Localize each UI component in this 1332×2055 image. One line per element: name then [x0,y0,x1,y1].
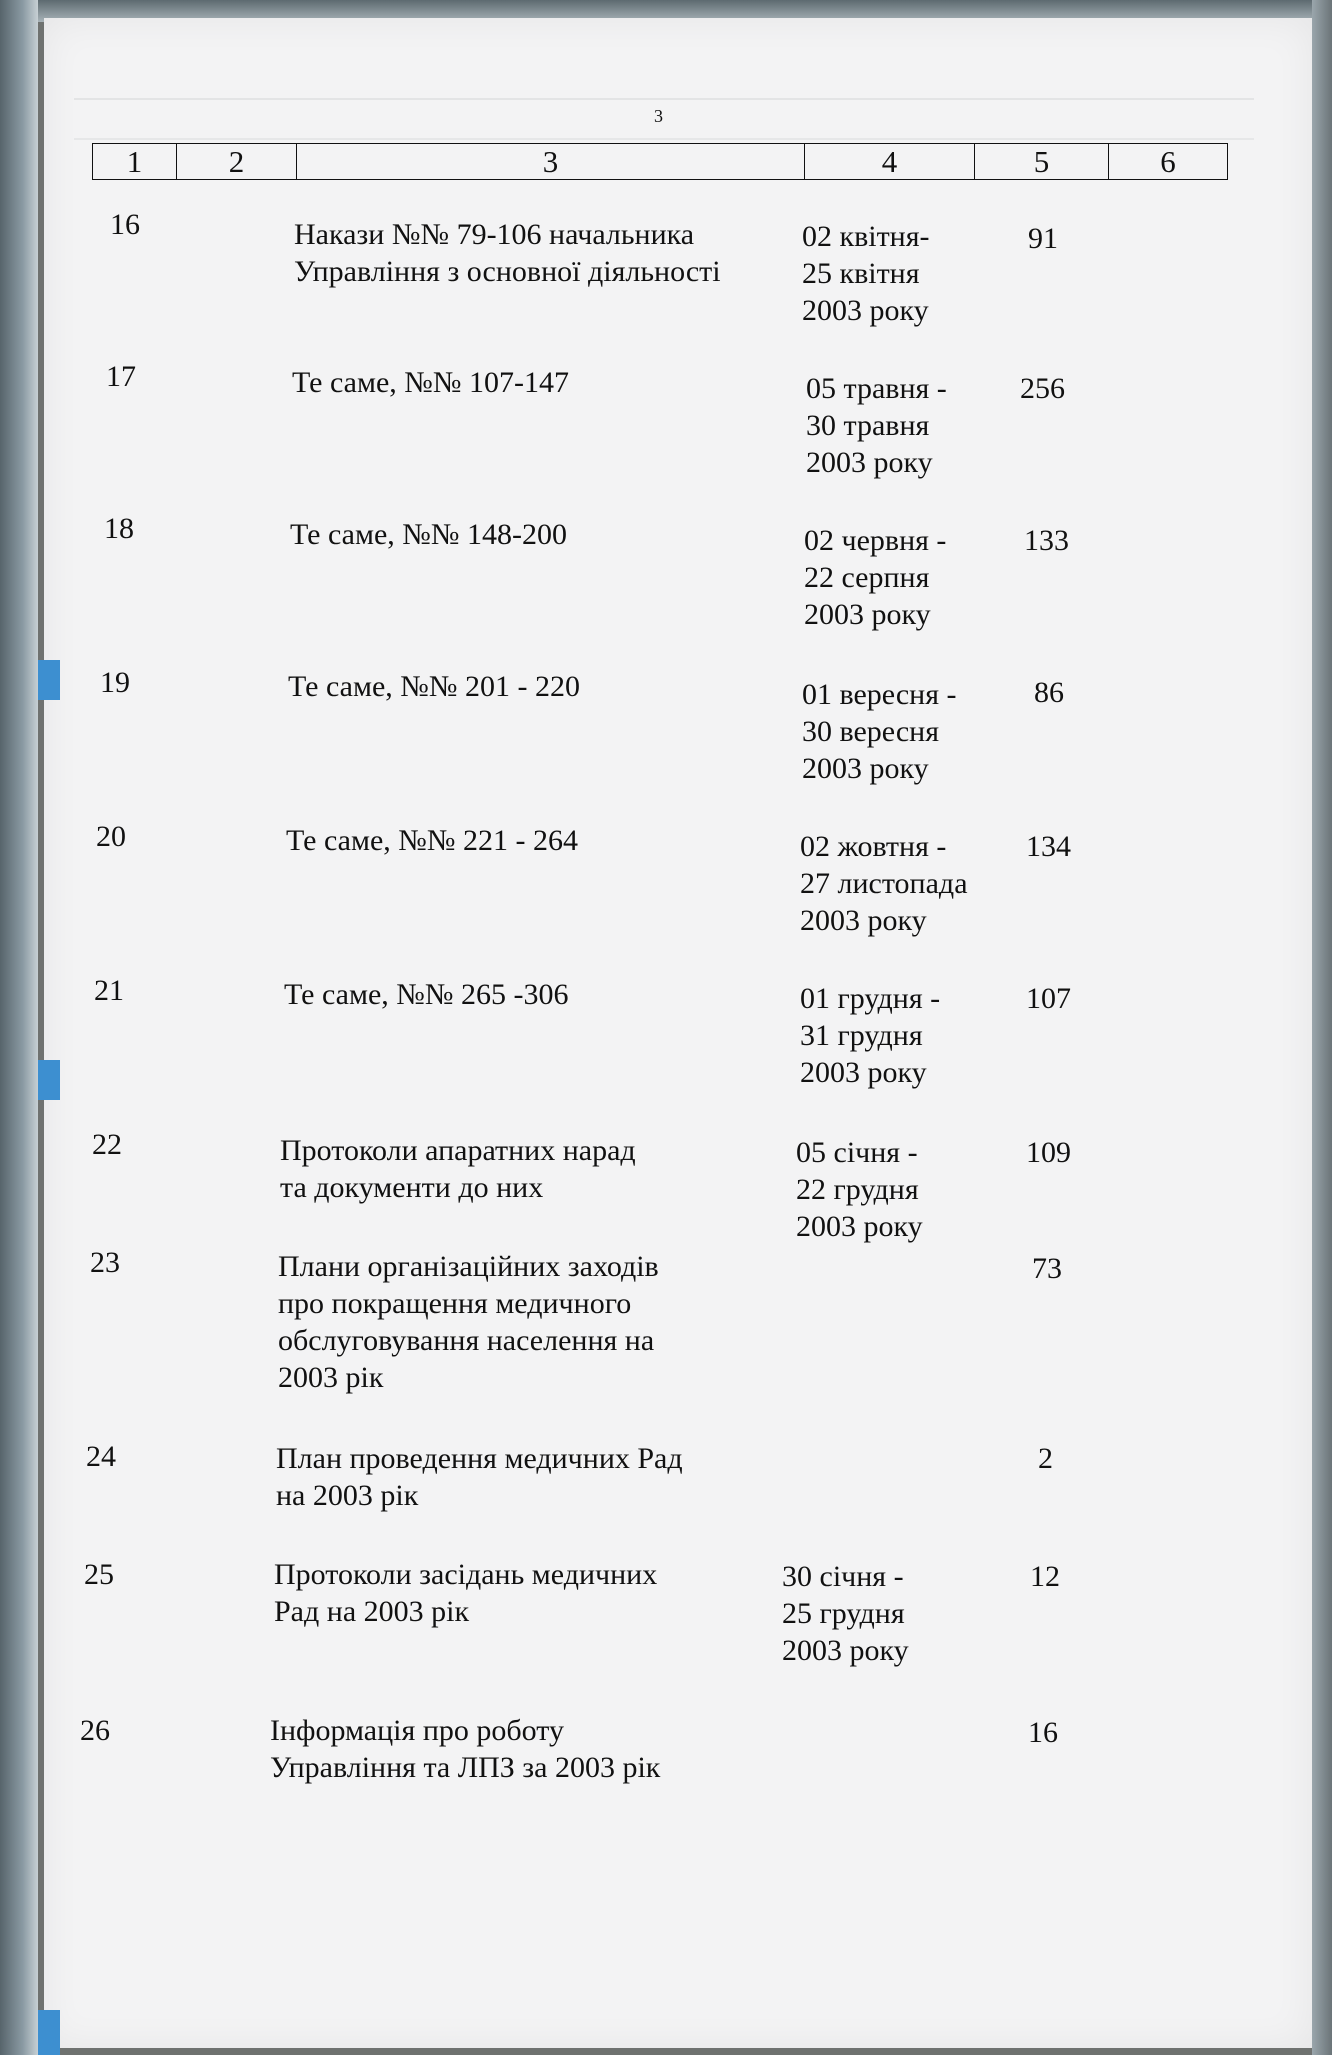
date-line: 27 листопада [800,867,968,900]
header-cell: 2 [177,144,297,179]
title-line: Те саме, №№ 107-147 [292,366,570,399]
title-line: про покращення медичного [278,1287,632,1320]
item-sheets: 91 [1028,222,1058,255]
date-line: 2003 року [804,598,931,631]
scan-edge-left [0,0,38,2055]
header-cell: 6 [1160,144,1176,179]
item-sheets: 256 [1020,372,1065,405]
date-line: 2003 року [800,1056,927,1089]
item-title [292,364,569,401]
date-line: 30 січня - [782,1560,904,1593]
item-number: 17 [106,360,136,393]
date-line: 31 грудня [800,1019,923,1052]
date-line: 05 травня - [806,372,947,405]
item-title [280,1132,636,1206]
page-number: 3 [654,106,663,126]
title-line: Управління та ЛПЗ за 2003 рік [270,1751,661,1784]
header-cell: 3 [297,144,805,179]
binding-tab [38,1060,60,1100]
date-line: 01 грудня - [800,982,941,1015]
item-number: 20 [96,820,126,853]
title-line: 2003 рік [278,1361,384,1394]
date-line: 2003 року [782,1634,909,1667]
title-line: обслуговування населення на [278,1324,655,1357]
item-sheets: 109 [1026,1136,1071,1169]
item-title [274,1556,657,1630]
title-line: Інформація про роботу [270,1714,564,1747]
date-line: 02 червня - [804,524,947,557]
item-dates [800,980,940,1091]
item-number: 26 [80,1714,110,1747]
title-line: Накази №№ 79-106 начальника [294,218,695,251]
title-line: Рад на 2003 рік [274,1595,470,1628]
date-line: 22 грудня [796,1173,919,1206]
item-number: 21 [94,974,124,1007]
binding-tab [38,2010,60,2055]
date-line: 2003 року [796,1210,923,1243]
date-line: 22 серпня [804,561,930,594]
item-title [276,1440,683,1514]
item-sheets: 86 [1034,676,1064,709]
document-page [44,18,1312,2048]
title-line: Протоколи засідань медичних [274,1558,658,1591]
title-line: та документи до них [280,1171,544,1204]
item-number: 23 [90,1246,120,1279]
item-dates [782,1558,909,1669]
title-line: Протоколи апаратних нарад [280,1134,636,1167]
title-line: на 2003 рік [276,1479,419,1512]
item-sheets: 133 [1024,524,1069,557]
title-line: Те саме, №№ 265 -306 [284,978,569,1011]
date-line: 25 грудня [782,1597,905,1630]
title-line: Управління з основної діяльності [294,255,721,288]
item-title [270,1712,660,1786]
item-number: 19 [100,666,130,699]
item-number: 22 [92,1128,122,1161]
title-line: План проведення медичних Рад [276,1442,683,1475]
item-sheets: 107 [1026,982,1071,1015]
scan-edge-right [1312,0,1332,2055]
header-cell: 4 [805,144,975,179]
date-line: 2003 року [800,904,927,937]
item-dates [804,522,946,633]
item-title [290,516,567,553]
table-header [92,143,1228,180]
title-line: Те саме, №№ 221 - 264 [286,824,579,857]
item-sheets: 12 [1030,1560,1060,1593]
title-line: Те саме, №№ 148-200 [290,518,568,551]
item-dates [802,676,957,787]
item-title [294,216,721,290]
date-line: 2003 року [806,446,933,479]
date-line: 30 вересня [802,715,940,748]
item-sheets: 2 [1038,1442,1053,1475]
item-sheets: 73 [1032,1252,1062,1285]
header-cell: 1 [93,144,177,179]
item-title [284,976,569,1013]
date-line: 05 січня - [796,1136,918,1169]
item-dates [796,1134,923,1245]
item-number: 18 [104,512,134,545]
date-line: 25 квітня [802,257,920,290]
item-number: 16 [110,208,140,241]
item-dates [806,370,947,481]
date-line: 2003 року [802,752,929,785]
header-cell: 5 [975,144,1109,179]
item-sheets: 134 [1026,830,1071,863]
item-title [288,668,580,705]
item-title [278,1248,659,1396]
item-number: 24 [86,1440,116,1473]
item-dates [800,828,968,939]
date-line: 02 жовтня - [800,830,947,863]
date-line: 01 вересня - [802,678,957,711]
item-dates [802,218,930,329]
title-line: Плани організаційних заходів [278,1250,659,1283]
item-title [286,822,578,859]
date-line: 30 травня [806,409,930,442]
title-line: Те саме, №№ 201 - 220 [288,670,581,703]
item-sheets: 16 [1028,1716,1058,1749]
binding-tab [38,660,60,700]
date-line: 02 квітня- [802,220,930,253]
date-line: 2003 року [802,294,929,327]
item-number: 25 [84,1558,114,1591]
